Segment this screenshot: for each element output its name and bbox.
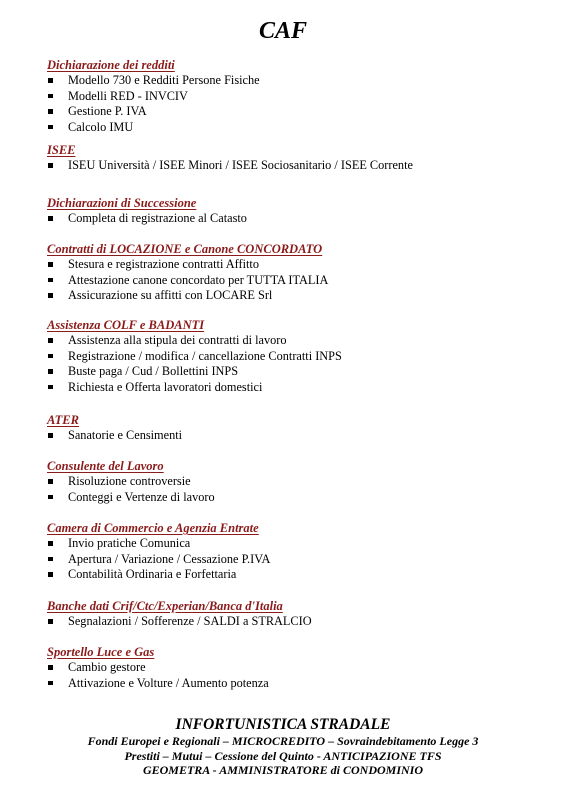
section-heading: Dichiarazioni di Successione [47,196,197,210]
section-luce-gas [47,645,547,693]
section-isee [47,143,547,196]
item-text: Assicurazione su affitti con LOCARE Srl [68,288,273,303]
section-ater [47,413,547,459]
item-text: Attivazione e Volture / Aumento potenza [68,675,269,690]
section-heading: Consulente del Lavoro [47,459,164,473]
square-bullet-icon [48,109,53,114]
item-list [47,660,547,691]
item-text: Registrazione / modifica / cancellazione Contratti INPS [68,348,342,363]
square-bullet-icon [48,385,53,390]
list-item [47,536,547,552]
list-item [47,257,547,273]
item-list [47,614,547,630]
item-text: Segnalazioni / Sofferenze / SALDI a STRALCIO [68,614,312,628]
item-text: ISEU Università / ISEE Minori / ISEE Sociosanitario / ISEE Corrente [68,158,413,172]
square-bullet-icon [48,619,53,624]
item-text: Sanatorie e Censimenti [68,428,183,442]
list-item [47,474,547,490]
list-item [47,211,547,227]
list-item [47,104,547,120]
list-item [47,120,547,136]
square-bullet-icon [48,572,53,577]
section-dichiarazione-redditi [47,58,547,143]
footer-line: Prestiti – Mutui – Cessione del Quinto - ANTICIPAZIONE TFS [124,748,442,763]
section-colf-badanti [47,318,547,413]
section-heading: ISEE [47,143,76,157]
section-heading: Banche dati Crif/Ctc/Experian/Banca d'Italia [47,599,283,613]
section-heading: Camera di Commercio e Agenzia Entrate [47,521,259,535]
item-text: Buste paga / Cud / Bollettini INPS [68,364,239,379]
square-bullet-icon [48,495,53,500]
section-heading: Assistenza COLF e BADANTI [47,318,205,332]
list-item [47,552,547,568]
footer [0,716,566,778]
section-consulente-lavoro [47,459,547,521]
services-list [47,58,547,693]
list-item [47,676,547,692]
list-item [47,380,547,396]
item-list [47,333,547,395]
list-item [47,660,547,676]
square-bullet-icon [48,163,53,168]
item-text: Modelli RED - INVCIV [68,88,188,103]
list-item [47,273,547,289]
list-item [47,364,547,380]
section-heading: Sportello Luce e Gas [47,645,155,659]
list-item [47,490,547,506]
item-text: Cambio gestore [68,660,146,674]
list-item [47,333,547,349]
item-text: Assistenza alla stipula dei contratti di lavoro [68,333,287,347]
section-locazione [47,242,547,318]
square-bullet-icon [48,369,53,374]
section-heading: Dichiarazione dei redditi [47,58,175,72]
square-bullet-icon [48,354,53,359]
list-item [47,288,547,304]
item-list [47,257,547,304]
list-item [47,73,547,89]
square-bullet-icon [48,216,53,221]
square-bullet-icon [48,681,53,686]
item-text: Gestione P. IVA [68,104,147,119]
section-successione [47,196,547,242]
footer-line: GEOMETRA - AMMINISTRATORE di CONDOMINIO [142,763,424,777]
section-heading: Contratti di LOCAZIONE e Canone CONCORDATO [47,242,323,256]
item-text: Risoluzione controversie [68,474,191,488]
item-text: Attestazione canone concordato per TUTTA ITALIA [68,272,329,287]
list-item [47,428,547,444]
item-list [47,73,547,135]
item-list [47,428,547,444]
list-item [47,349,547,365]
item-text: Modello 730 e Redditi Persone Fisiche [68,73,260,87]
square-bullet-icon [48,262,53,267]
square-bullet-icon [48,293,53,298]
item-list [47,158,547,174]
item-text: Richiesta e Offerta lavoratori domestici [68,379,263,394]
item-text: Contabilità Ordinaria e Forfettaria [68,567,237,582]
item-text: Stesura e registrazione contratti Affitto [68,257,259,271]
list-item [47,614,547,630]
list-item [47,158,547,174]
item-list [47,536,547,583]
square-bullet-icon [48,541,53,546]
item-text: Calcolo IMU [68,119,134,134]
section-banche-dati [47,599,547,645]
section-heading: ATER [47,413,79,427]
footer-title: INFORTUNISTICA STRADALE [175,716,391,733]
square-bullet-icon [48,278,53,283]
square-bullet-icon [48,78,53,83]
square-bullet-icon [48,94,53,99]
list-item [47,567,547,583]
item-list [47,211,547,227]
section-camera-commercio [47,521,547,599]
list-item [47,89,547,105]
page-title: CAF [258,18,308,44]
square-bullet-icon [48,338,53,343]
item-text: Invio pratiche Comunica [68,536,191,550]
square-bullet-icon [48,665,53,670]
item-text: Conteggi e Vertenze di lavoro [68,489,215,504]
square-bullet-icon [48,125,53,130]
footer-line: Fondi Europei e Regionali – MICROCREDITO – Sovraindebitamento Legge 3 [87,734,479,748]
item-list [47,474,547,505]
item-text: Completa di registrazione al Catasto [68,211,247,225]
square-bullet-icon [48,479,53,484]
square-bullet-icon [48,557,53,562]
square-bullet-icon [48,433,53,438]
item-text: Apertura / Variazione / Cessazione P.IVA [68,551,271,566]
